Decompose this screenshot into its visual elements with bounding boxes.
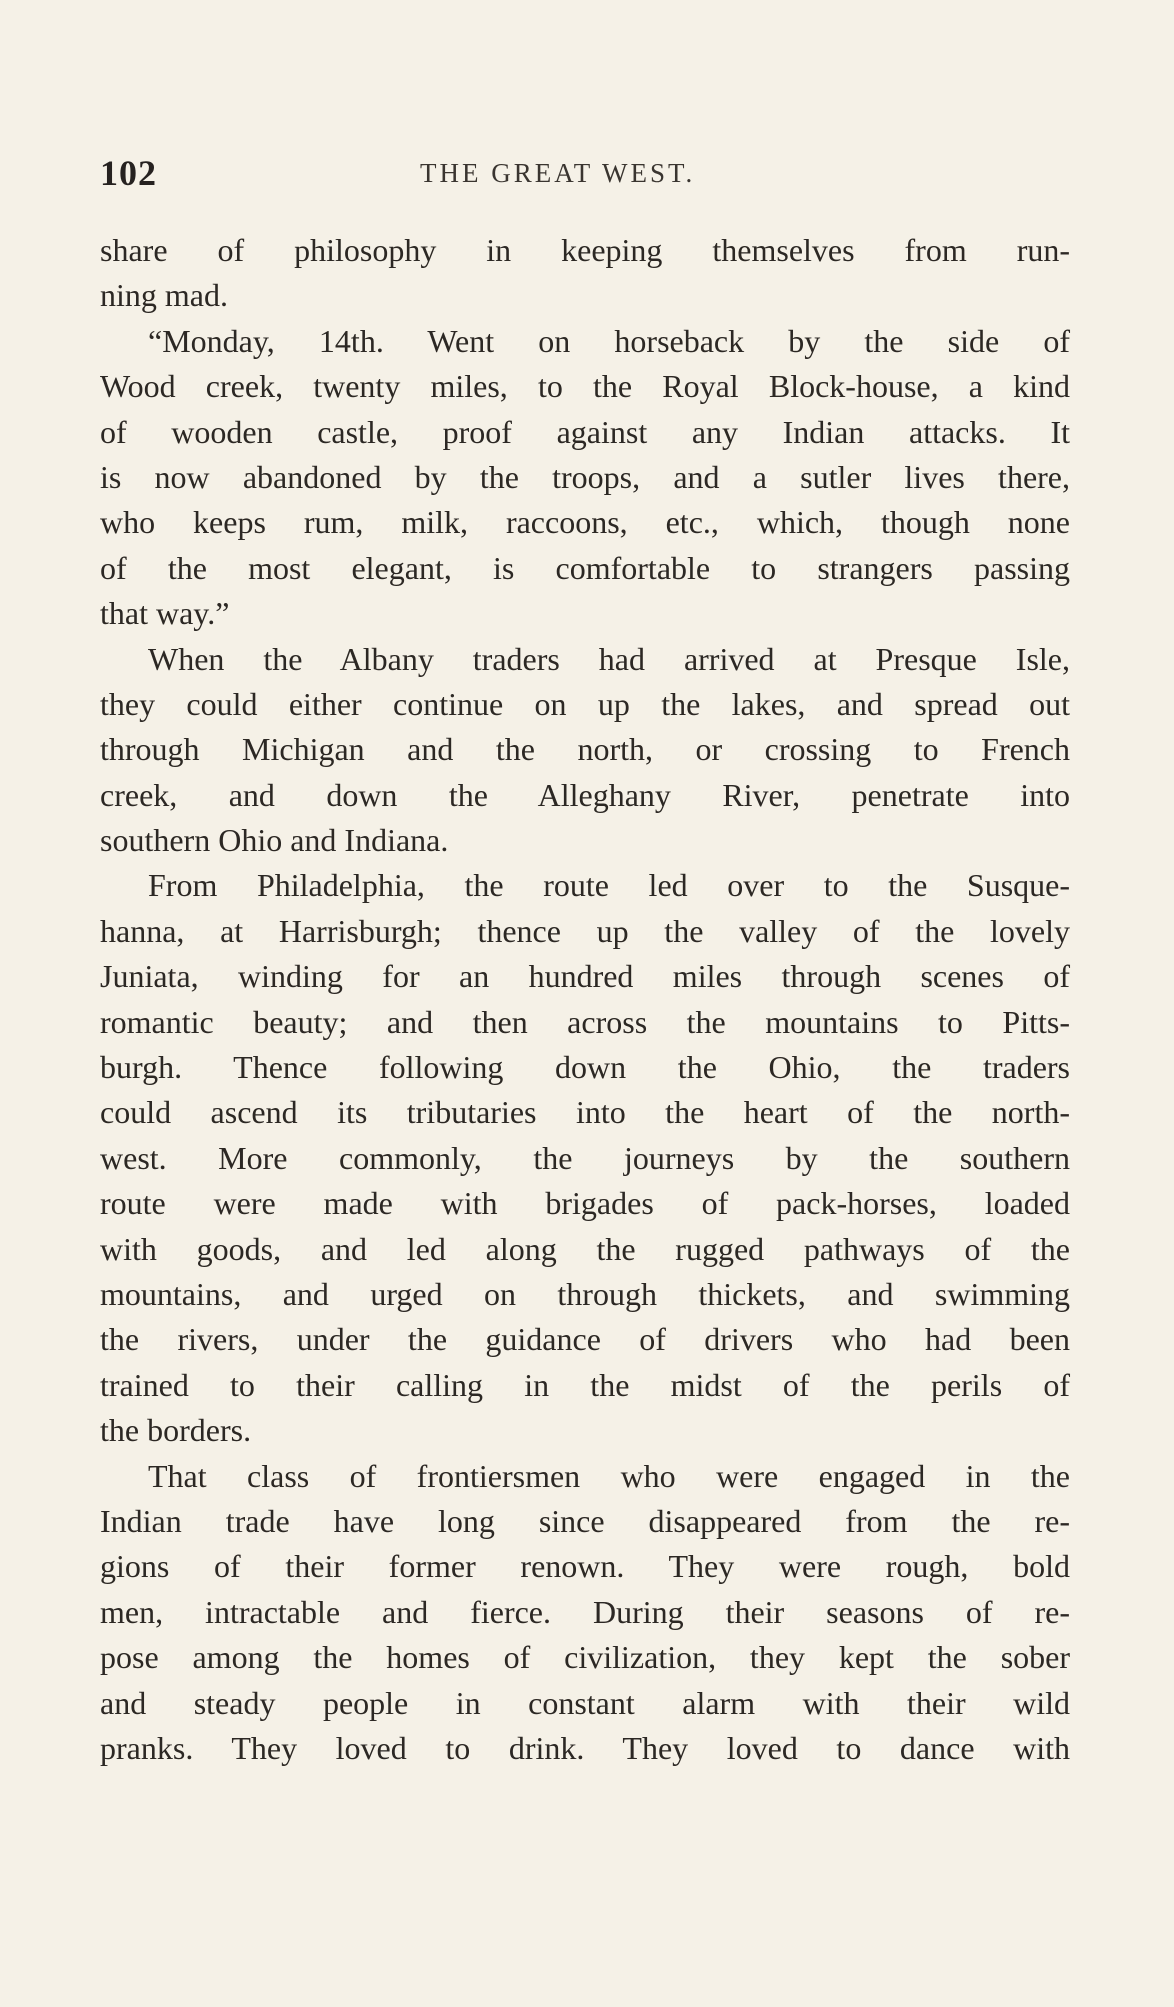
text-line: the rivers, under the guidance of drivers who had been: [100, 1321, 1070, 1358]
running-title: THE GREAT WEST.: [420, 158, 696, 188]
text-line: pranks. They loved to drink. They loved to dance with: [100, 1729, 1070, 1766]
text-line: share of philosophy in keeping themselves from run-: [100, 232, 1070, 268]
text-line: From Philadelphia, the route led over to the Susque-: [148, 867, 1070, 904]
text-line: trained to their calling in the midst of the perils of: [100, 1366, 1070, 1403]
text-line: “Monday, 14th. Went on horseback by the side of: [148, 322, 1070, 359]
text-line: the borders.: [100, 1412, 252, 1449]
text-line: gions of their former renown. They were rough, bold: [100, 1548, 1070, 1585]
text-line: route were made with brigades of pack-horses, loaded: [100, 1185, 1070, 1222]
text-line: could ascend its tributaries into the heart of the north-: [100, 1094, 1070, 1131]
text-line: that way.”: [100, 595, 230, 632]
page-number: 102: [100, 153, 157, 193]
text-line: with goods, and led along the rugged pathways of the: [100, 1230, 1070, 1267]
text-line: ning mad.: [100, 277, 228, 314]
text-line: Juniata, winding for an hundred miles through scenes of: [100, 958, 1070, 995]
text-line: creek, and down the Alleghany River, penetrate into: [100, 776, 1070, 813]
text-line: romantic beauty; and then across the mountains to Pitts-: [100, 1003, 1070, 1040]
text-line: west. More commonly, the journeys by the southern: [100, 1139, 1070, 1176]
text-line: hanna, at Harrisburgh; thence up the valley of the lovely: [100, 912, 1070, 949]
text-line: Wood creek, twenty miles, to the Royal Block-house, a kind: [100, 368, 1070, 405]
text-line: through Michigan and the north, or crossing to French: [100, 731, 1070, 768]
text-line: Indian trade have long since disappeared from the re-: [100, 1502, 1070, 1539]
text-line: of the most elegant, is comfortable to strangers passing: [100, 549, 1070, 586]
text-line: who keeps rum, milk, raccoons, etc., which, though none: [100, 504, 1070, 541]
text-line: That class of frontiersmen who were engaged in the: [148, 1457, 1070, 1494]
text-line: of wooden castle, proof against any Indian attacks. It: [100, 413, 1070, 450]
text-line: and steady people in constant alarm with their wild: [100, 1684, 1070, 1721]
body-text: [100, 228, 1070, 1771]
text-line: is now abandoned by the troops, and a sutler lives there,: [100, 458, 1070, 495]
text-line: pose among the homes of civilization, they kept the sober: [100, 1639, 1070, 1676]
text-line: men, intractable and fierce. During their seasons of re-: [100, 1593, 1070, 1630]
text-line: southern Ohio and Indiana.: [100, 822, 449, 859]
text-line: mountains, and urged on through thickets, and swimming: [100, 1275, 1070, 1312]
text-line: burgh. Thence following down the Ohio, the traders: [100, 1049, 1070, 1086]
text-line: they could either continue on up the lakes, and spread out: [100, 685, 1070, 722]
page-header: [100, 152, 1080, 202]
text-line: When the Albany traders had arrived at Presque Isle,: [148, 640, 1070, 677]
